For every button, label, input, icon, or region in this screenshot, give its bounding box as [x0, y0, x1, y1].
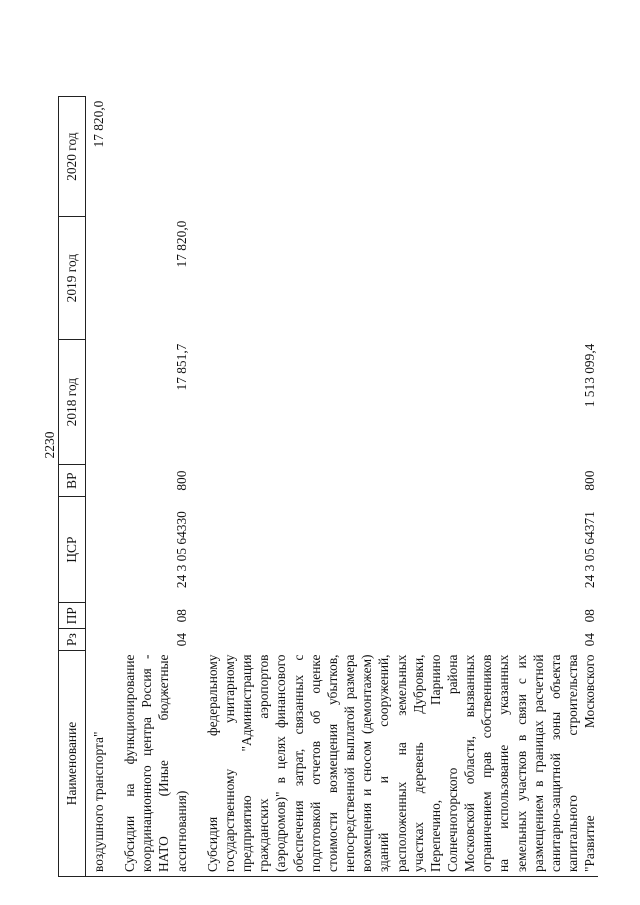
- row-vr: 800: [582, 470, 598, 491]
- row-2020: 17 820,0: [91, 100, 106, 148]
- header-vr: ВР: [59, 465, 86, 497]
- row-csr: 24 3 05 64330: [173, 511, 189, 589]
- table-row: [107, 97, 190, 877]
- rotated-table-container: [58, 67, 638, 877]
- header-csr: ЦСР: [59, 497, 86, 603]
- header-rz: Рз: [59, 629, 86, 651]
- budget-table: [58, 96, 598, 877]
- row-rz: 04: [582, 632, 598, 647]
- row-2018: 1 513 099,4: [582, 343, 598, 408]
- row-2020: [190, 97, 599, 217]
- header-2019: 2019 год: [59, 217, 86, 340]
- row-vr: [86, 465, 108, 497]
- row-name: воздушного транспорта": [86, 651, 108, 877]
- row-2019: 17 820,0: [173, 220, 189, 268]
- row-csr: 24 3 05 64371: [582, 511, 598, 589]
- row-pr: [86, 603, 108, 629]
- row-pr: 08: [173, 609, 189, 623]
- row-2019: [190, 217, 599, 340]
- row-2019: [86, 217, 108, 340]
- header-pr: ПР: [59, 603, 86, 629]
- row-rz: [86, 629, 108, 651]
- row-vr: 800: [173, 470, 189, 491]
- table-row: [190, 97, 599, 877]
- row-name: Субсидия федеральному государственному унитарному предприятию "Администрация гражданских аэропортов (аэродромов)" в целях финансового обеспечения затрат, связанных с подготовкой отчетов об оценке стоимости возмещения убытков, непосредственной выплатой размера возмещения и сносом (демонтажем) зданий и сооружений, расположенных на земельных участках деревень Дубровки, Перепечино, Парнино Солнечногорского района Московской области, вызванных ограничением прав собственников на использование указанных земельных участков в связи с их размещением в границах расчетной санитарно-защитной зоны объекта капитального строительства "Развитие Московского: [190, 651, 599, 877]
- header-2018: 2018 год: [59, 340, 86, 465]
- row-2018: 17 851,7: [173, 343, 189, 391]
- row-rz: 04: [173, 632, 189, 647]
- row-csr: [86, 497, 108, 603]
- row-name: Субсидии на функционирование координационного центра Россия - НАТО (Иные бюджетные ассигнования): [107, 651, 190, 877]
- row-pr: 08: [582, 609, 598, 623]
- page-number: 2230: [42, 431, 57, 459]
- table-row: [86, 97, 108, 877]
- header-name: Наименование: [59, 651, 86, 877]
- header-2020: 2020 год: [59, 97, 86, 217]
- row-2018: [86, 340, 108, 465]
- row-2020: [107, 97, 190, 217]
- table-header-row: [59, 97, 86, 877]
